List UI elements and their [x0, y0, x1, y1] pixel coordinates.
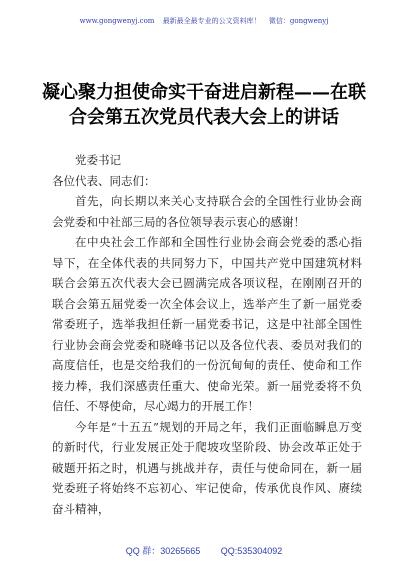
page-header [0, 16, 408, 26]
greeting: 各位代表、同志们： [52, 173, 156, 188]
document-body [52, 150, 362, 519]
paragraph-1: 首先，向长期以来关心支持联合会的全国性行业协会商会党委和中社部三局的各位领导表示衷心的感谢！ [52, 194, 362, 229]
title-line-2: 合会第五次党员代表大会上的讲话 [69, 107, 339, 128]
document-title [30, 80, 378, 130]
footer-qq: QQ:535304092 [220, 546, 283, 556]
paragraph-3: 今年是“十五五”规划的开局之年，我们正面临瞬息万变的新时代，行业发展正处于爬坡攻坚阶段、协会改革正处于破题开拓之时，机遇与挑战并存，责任与使命同在，新一届党委班子将始终不忘初心、牢记使命，传承优良作风、赓续奋斗精神， [52, 419, 362, 516]
header-slogan: 最新最全最专业的公文资料库！ [162, 17, 261, 25]
title-line-1: 凝心聚力担使命实干奋进启新程——在联 [42, 82, 366, 103]
header-wechat: 微信：gongwenyj [268, 17, 329, 25]
paragraph-2: 在中央社会工作部和全国性行业协会商会党委的悉心指导下，在全体代表的共同努力下，中国共产党中国建筑材料联合会第五次代表大会已圆满完成各项议程，在刚刚召开的联合会第五届党委一次全体会议上，选举产生了新一届党委常委班子，选举我担任新一届党委书记，这是中社部全国性行业协会商会党委和晓峰书记以及各位代表、委员对我们的高度信任，也是交给我们的一份沉甸甸的责任、使命和工作接力棒，我们深感责任重大、使命光荣。新一届党委将不负信任、不辱使命，尽心竭力的开展工作！ [52, 235, 362, 413]
footer-qq-group: QQ 群：30265665 [125, 546, 201, 556]
page-footer [0, 544, 408, 557]
speaker-label: 党委书记 [75, 153, 121, 167]
header-site-link[interactable]: www.gongwenyj.com [79, 17, 155, 25]
